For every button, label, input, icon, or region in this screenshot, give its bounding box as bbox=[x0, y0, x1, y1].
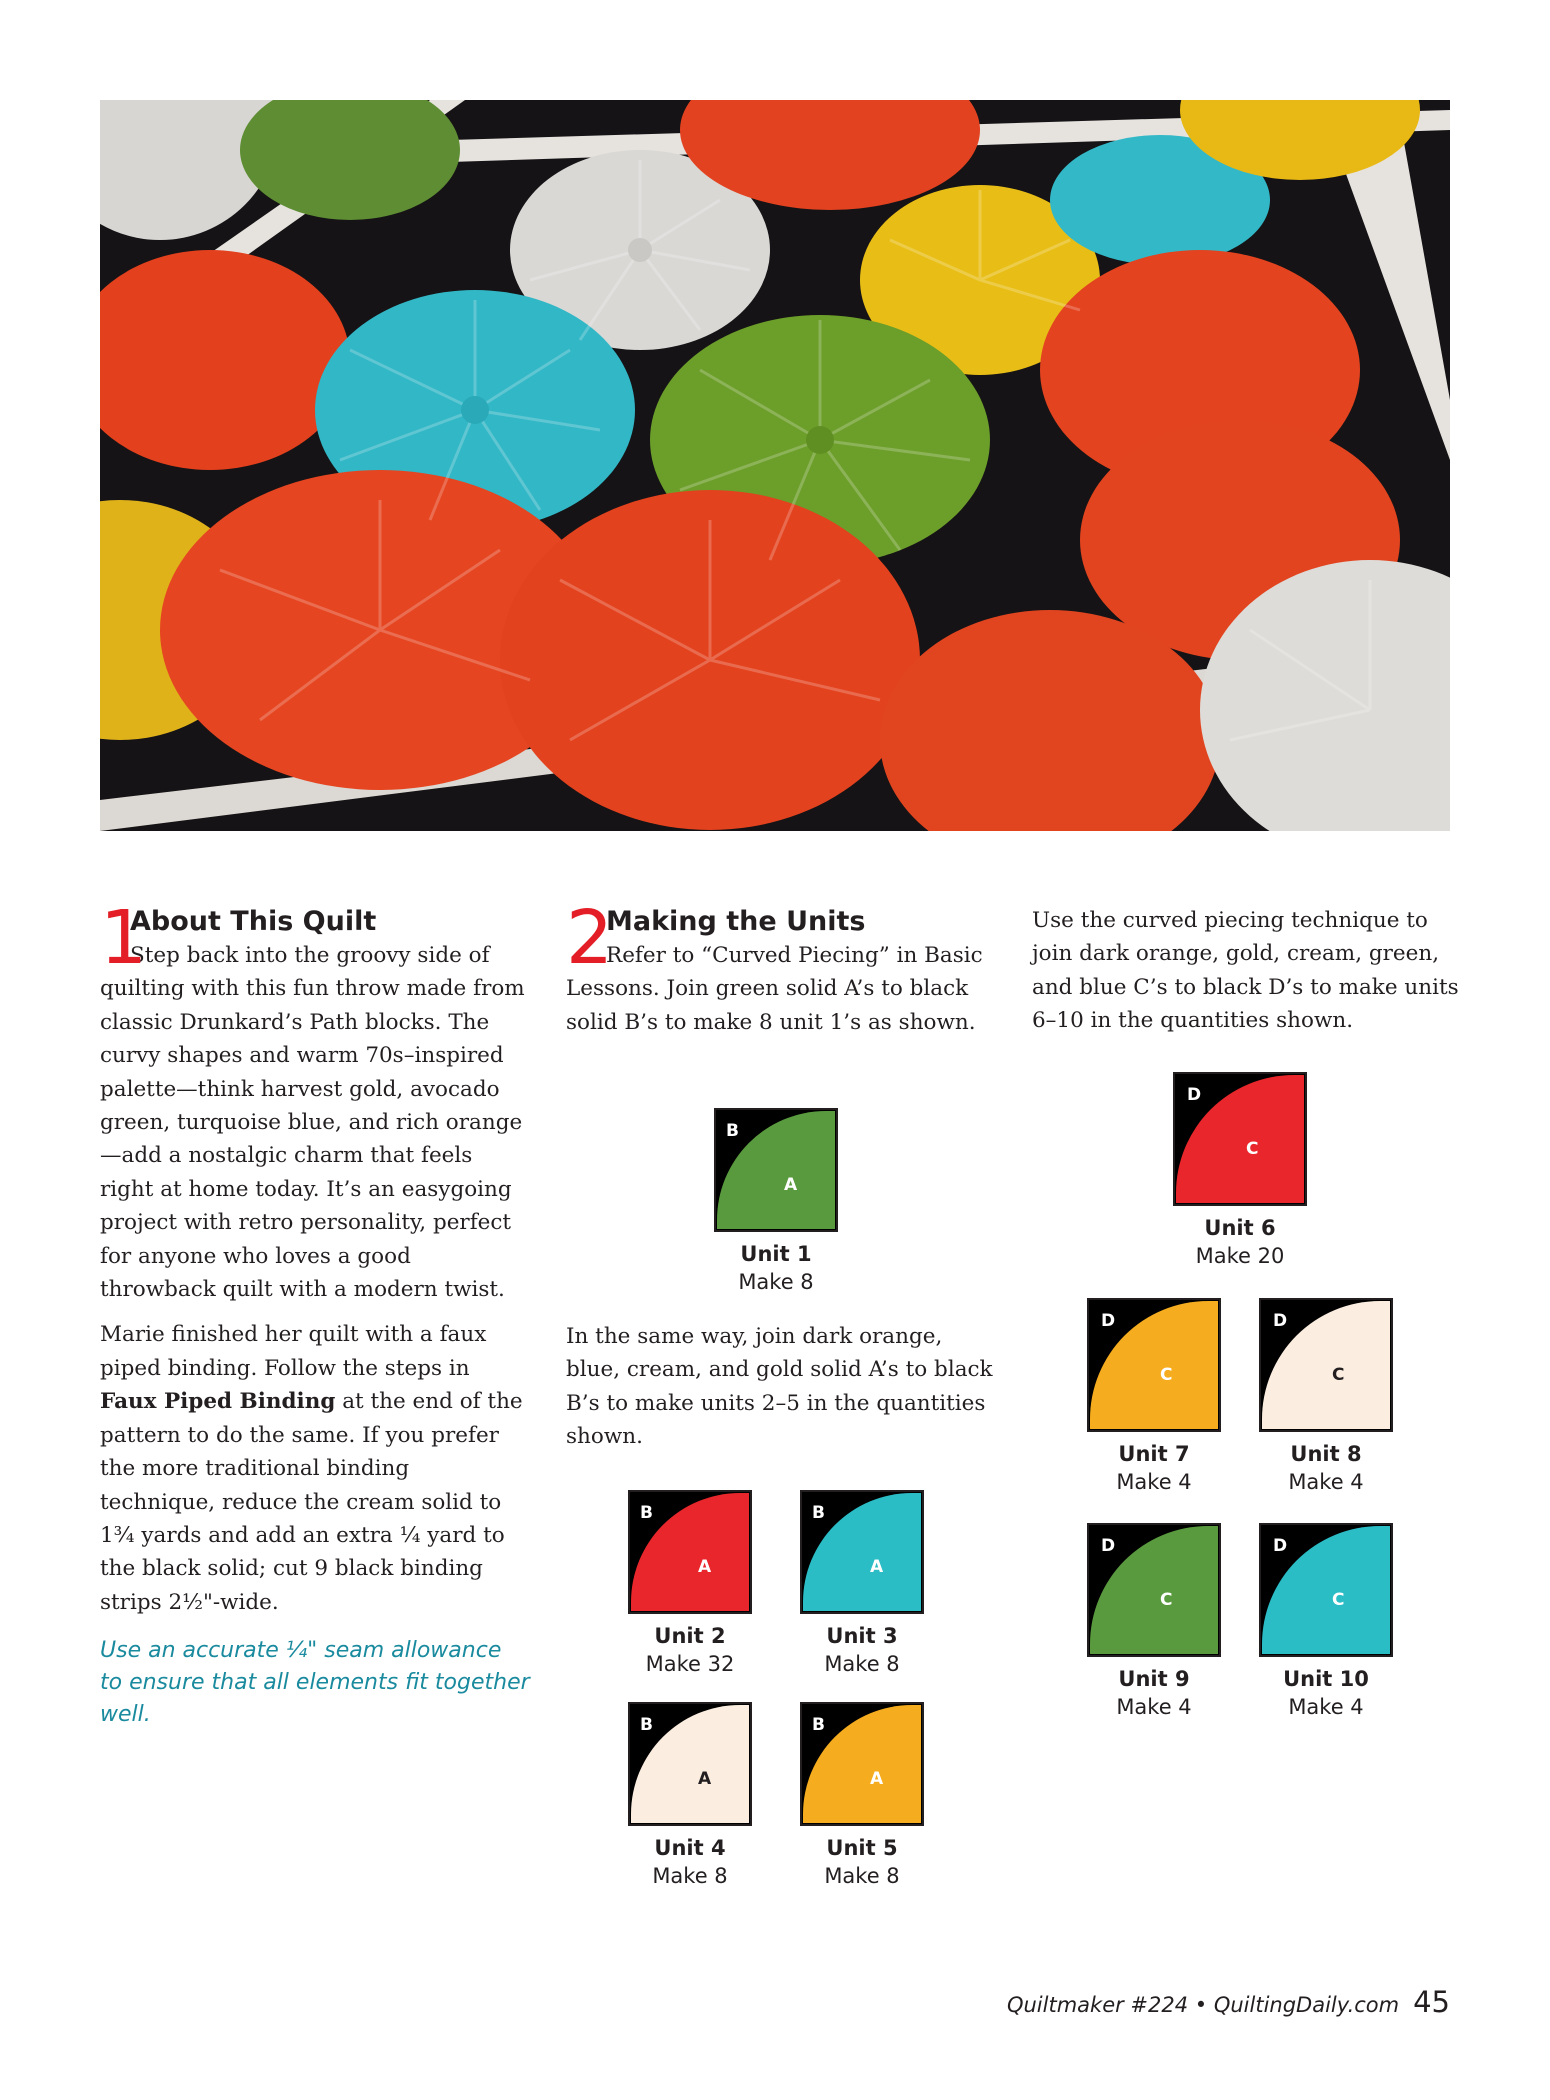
unit-1-diagram bbox=[686, 1108, 866, 1296]
unit-9-diagram bbox=[1064, 1523, 1244, 1721]
svg-text:B: B bbox=[640, 1503, 653, 1523]
unit-7-block bbox=[1087, 1298, 1221, 1432]
unit-4-name: Unit 4 bbox=[654, 1836, 726, 1860]
svg-text:D: D bbox=[1187, 1085, 1202, 1105]
svg-text:B: B bbox=[726, 1121, 739, 1141]
svg-text:D: D bbox=[1101, 1311, 1116, 1331]
unit-3-name: Unit 3 bbox=[826, 1624, 898, 1648]
unit-8-quantity: Make 4 bbox=[1288, 1470, 1364, 1494]
unit-7-diagram bbox=[1064, 1298, 1244, 1496]
svg-text:A: A bbox=[698, 1769, 712, 1789]
svg-text:D: D bbox=[1273, 1311, 1288, 1331]
svg-text:C: C bbox=[1246, 1139, 1259, 1159]
svg-text:A: A bbox=[784, 1175, 798, 1195]
unit-4-quantity: Make 8 bbox=[652, 1864, 728, 1888]
unit-10-diagram bbox=[1236, 1523, 1416, 1721]
svg-text:C: C bbox=[1332, 1590, 1345, 1610]
unit-1-quantity: Make 8 bbox=[738, 1270, 814, 1294]
binding-text-end: at the end of the pattern to do the same. If you prefer the more traditional binding technique, reduce the cream solid to 1¾ yards and add an extra ¼ yard to the black solid; cut 9 black binding strips 2½"-wide. bbox=[100, 1389, 523, 1615]
svg-text:A: A bbox=[870, 1557, 884, 1577]
unit-6-block bbox=[1173, 1072, 1307, 1206]
svg-text:C: C bbox=[1332, 1365, 1345, 1385]
unit-4-diagram bbox=[600, 1702, 780, 1890]
making-units-section bbox=[566, 895, 996, 1039]
tip-text: Use an accurate ¼" seam allowance to ensure that all elements fit together well. bbox=[100, 1638, 530, 1728]
svg-text:B: B bbox=[812, 1715, 825, 1735]
unit-3-diagram bbox=[772, 1490, 952, 1678]
unit-3-block bbox=[800, 1490, 924, 1614]
unit-1-name: Unit 1 bbox=[740, 1242, 812, 1266]
unit-9-quantity: Make 4 bbox=[1116, 1695, 1192, 1719]
binding-link-text: Faux Piped Binding bbox=[100, 1389, 336, 1415]
svg-text:C: C bbox=[1160, 1590, 1173, 1610]
binding-text-start: Marie finished her quilt with a faux piped binding. Follow the steps in bbox=[100, 1322, 487, 1381]
about-paragraph: Step back into the groovy side of quilting with this fun throw made from classic Drunkard’s Path blocks. The curvy shapes and warm 70s–inspired palette—think harvest gold, avocado green, turquoise blue, and rich orange—add a nostalgic charm that feels right at home today. It’s an easygoing project with retro personality, perfect for anyone who loves a good throwback quilt with a modern twist. bbox=[100, 943, 525, 1303]
svg-text:B: B bbox=[812, 1503, 825, 1523]
units-6-10-paragraph: Use the curved piecing technique to join dark orange, gold, cream, green, and blue C’s to black D’s to make units 6–10 in the quantities shown. bbox=[1032, 908, 1459, 1034]
units-intro-paragraph: Refer to “Curved Piecing” in Basic Lessons. Join green solid A’s to black solid B’s to make 8 unit 1’s as shown. bbox=[566, 943, 983, 1035]
page-number: 45 bbox=[1413, 1985, 1450, 2019]
section-title: About This Quilt bbox=[130, 906, 377, 937]
svg-text:D: D bbox=[1101, 1536, 1116, 1556]
svg-text:B: B bbox=[640, 1715, 653, 1735]
svg-text:C: C bbox=[1160, 1365, 1173, 1385]
section-number: 1 bbox=[100, 895, 148, 981]
about-section bbox=[100, 895, 530, 1753]
svg-text:A: A bbox=[698, 1557, 712, 1577]
svg-text:A: A bbox=[870, 1769, 884, 1789]
units-2-5-paragraph: In the same way, join dark orange, blue, cream, and gold solid A’s to black B’s to make units 2–5 in the quantities shown. bbox=[566, 1324, 993, 1450]
section-number: 2 bbox=[566, 895, 614, 981]
unit-2-name: Unit 2 bbox=[654, 1624, 726, 1648]
unit-3-quantity: Make 8 bbox=[824, 1652, 900, 1676]
unit-5-quantity: Make 8 bbox=[824, 1864, 900, 1888]
binding-paragraph bbox=[100, 1318, 530, 1619]
unit-5-block bbox=[800, 1702, 924, 1826]
quilt-photo bbox=[100, 100, 1450, 831]
unit-6-quantity: Make 20 bbox=[1195, 1244, 1285, 1268]
unit-1-block bbox=[714, 1108, 838, 1232]
unit-8-block bbox=[1259, 1298, 1393, 1432]
section-title: Making the Units bbox=[606, 906, 866, 937]
unit-9-name: Unit 9 bbox=[1118, 1667, 1190, 1691]
page-footer bbox=[1007, 1985, 1450, 2019]
quilt-photo-illustration bbox=[100, 100, 1450, 831]
unit-8-diagram bbox=[1236, 1298, 1416, 1496]
unit-6-name: Unit 6 bbox=[1204, 1216, 1276, 1240]
unit-5-name: Unit 5 bbox=[826, 1836, 898, 1860]
unit-7-name: Unit 7 bbox=[1118, 1442, 1190, 1466]
unit-9-block bbox=[1087, 1523, 1221, 1657]
unit-2-block bbox=[628, 1490, 752, 1614]
unit-6-diagram bbox=[1150, 1072, 1330, 1270]
svg-text:D: D bbox=[1273, 1536, 1288, 1556]
unit-4-block bbox=[628, 1702, 752, 1826]
footer-publication: Quiltmaker #224 • QuiltingDaily.com bbox=[1006, 1993, 1400, 2017]
unit-10-block bbox=[1259, 1523, 1393, 1657]
unit-2-quantity: Make 32 bbox=[645, 1652, 735, 1676]
unit-10-name: Unit 10 bbox=[1283, 1667, 1369, 1691]
unit-8-name: Unit 8 bbox=[1290, 1442, 1362, 1466]
unit-7-quantity: Make 4 bbox=[1116, 1470, 1192, 1494]
unit-5-diagram bbox=[772, 1702, 952, 1890]
unit-2-diagram bbox=[600, 1490, 780, 1678]
unit-10-quantity: Make 4 bbox=[1288, 1695, 1364, 1719]
